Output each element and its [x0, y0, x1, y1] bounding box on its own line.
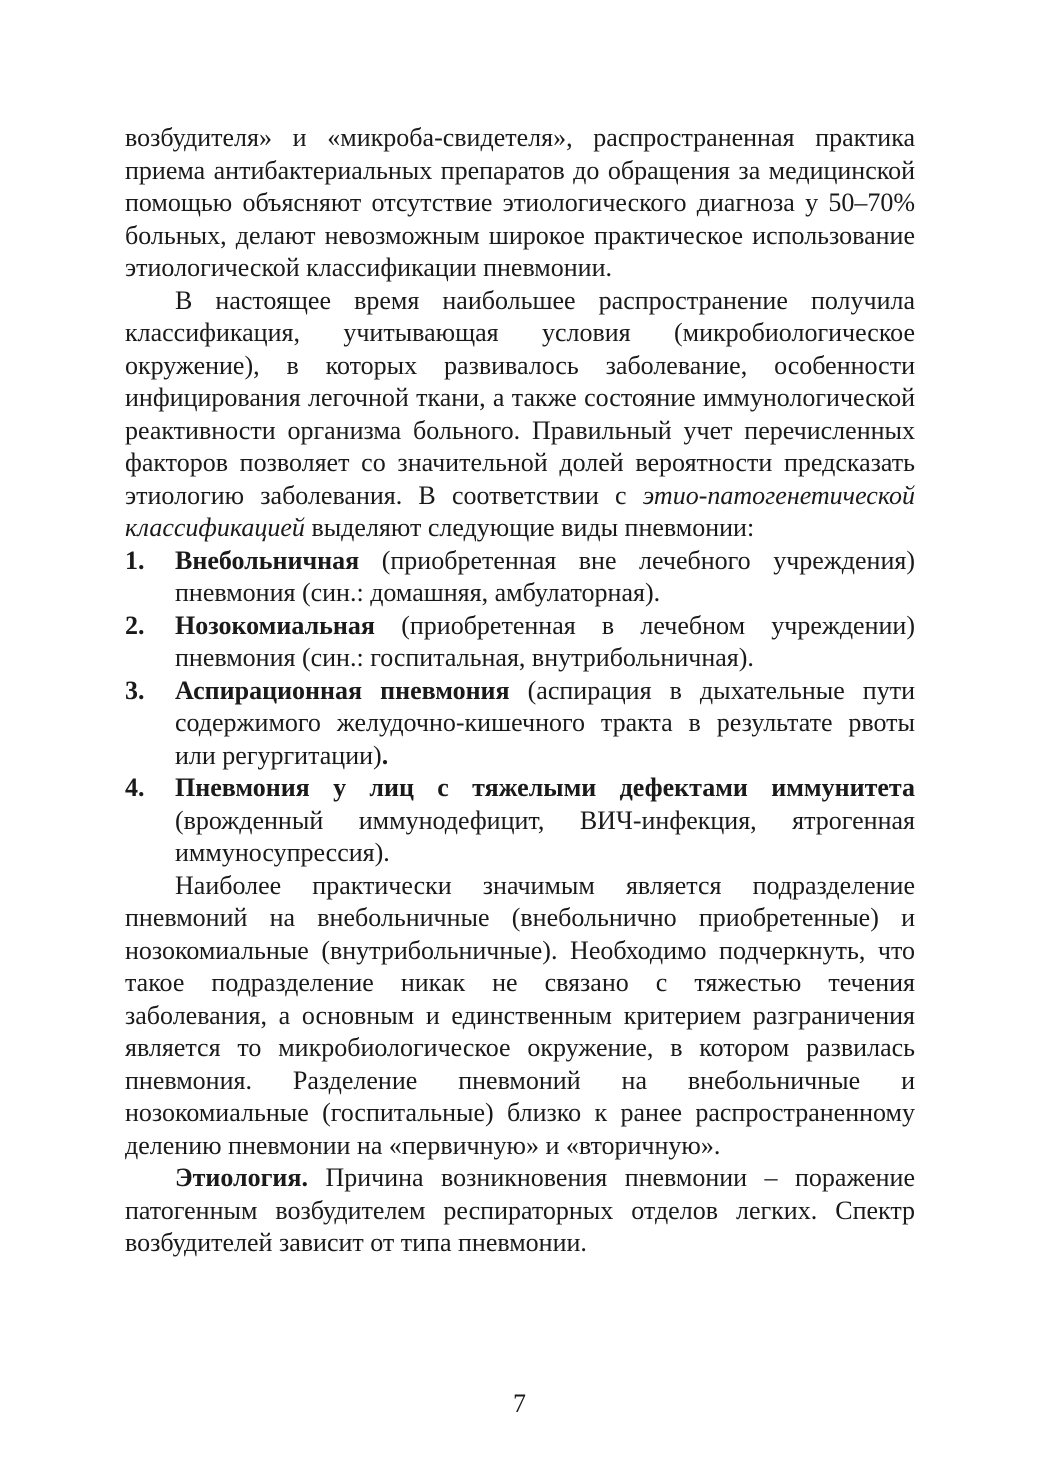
paragraph-classification [125, 285, 915, 545]
list-term: Аспирационная пневмония [175, 675, 510, 705]
list-item [125, 675, 915, 773]
page-body [125, 122, 915, 1260]
paragraph-intro: возбудителя» и «микроба-свидетеля», распространенная практика приема антибактериальных препаратов до обращения за медицинской помощью объясняют отсутствие этиологического диагноза у 50–70% больных, делают невозможным широкое практическое использование этиологической классификации пневмонии. [125, 123, 915, 282]
list-item [125, 610, 915, 675]
list-description: (приобретенная вне лечебного учреждения) пневмония (син.: домашняя, амбулаторная). [175, 545, 915, 607]
list-number: 1. [125, 545, 145, 575]
list-term: Внебольничная [175, 545, 360, 575]
paragraph-classification-start: В настоящее время наибольшее распространение получила классификация, учитывающая условия (микробиологическое окружение), в которых развивалось заболевание, особенности инфицирования легочной ткани, а также состояние иммунологической реактивности организма больного. Правильный учет перечисленных факторов позволяет со значительной долей вероятности предсказать этиологию заболевания. В соответствии с [125, 285, 915, 510]
paragraph-subdivision: Наиболее практически значимым является подразделение пневмоний на внебольничные (внебольнично приобретенные) и нозокомиальные (внутрибольничные). Необходимо подчеркнуть, что такое подразделение никак не связано с тяжестью течения заболевания, а основным и единственным критерием разграничения является то микробиологическое окружение, в котором развилась пневмония. Разделение пневмоний на внебольничные и нозокомиальные (госпитальные) близко к ранее распространенному делению пневмонии на «первичную» и «вторичную». [125, 870, 915, 1160]
list-number: 4. [125, 773, 145, 802]
list-item [125, 545, 915, 610]
etiology-heading: Этиология. [175, 1163, 308, 1192]
list-term: Нозокомиальная [175, 610, 375, 640]
list-description: (врожденный иммунодефицит, ВИЧ-инфекция, ятрогенная иммуносупрессия). [175, 805, 915, 867]
list-body [175, 545, 915, 610]
list-number: 2. [125, 610, 145, 640]
list-number: 3. [125, 675, 145, 705]
classification-term: этио-патогенетической классификацией [125, 480, 915, 542]
page-number: 7 [513, 1389, 526, 1418]
list-item [125, 772, 915, 870]
list-body [175, 610, 915, 675]
list-body [175, 772, 915, 870]
list-body [175, 675, 915, 773]
list-description: (приобретенная в лечебном учреждении) пневмония (син.: госпитальная, внутрибольничная). [175, 610, 915, 672]
list-term: Пневмония у лиц с тяжелыми дефектами иммунитета [175, 773, 915, 802]
paragraph-etiology [125, 1162, 915, 1260]
list-description: (аспирация в дыхательные пути содержимого желудочно-кишечного тракта в результате рвоты или регургитации) [175, 675, 915, 770]
paragraph-classification-end: выделяют следующие виды пневмонии: [304, 513, 755, 542]
list-tail-period: . [381, 740, 389, 770]
etiology-text: Причина возникновения пневмонии – поражение патогенным возбудителем респираторных отделов легких. Спектр возбудителей зависит от типа пневмонии. [125, 1163, 915, 1257]
